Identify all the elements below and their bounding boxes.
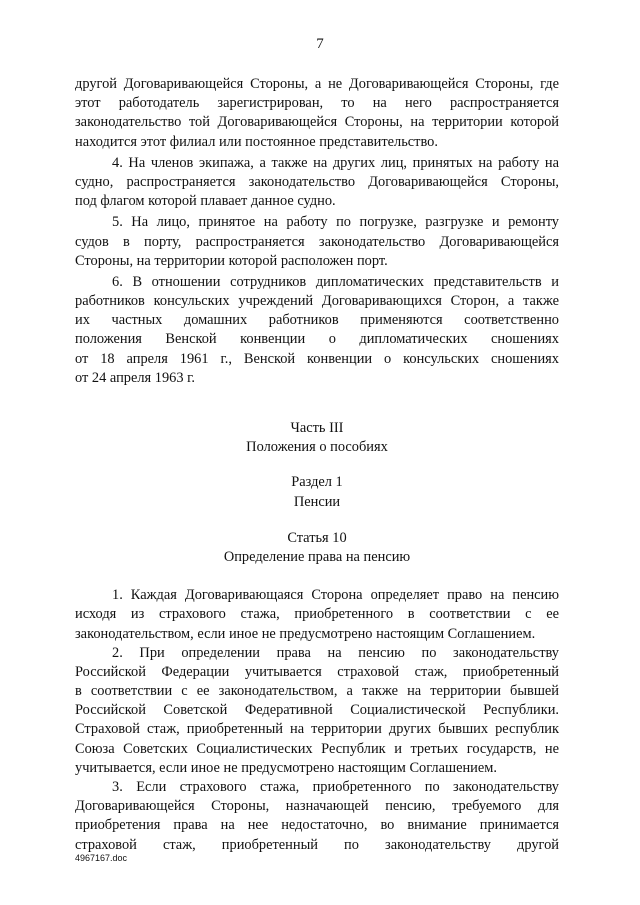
article-10-paragraph-3 bbox=[75, 778, 559, 855]
article-title: Статья 10 bbox=[287, 529, 347, 546]
text-line: Российской Советской Федеративной Социалистической Республики. bbox=[75, 702, 559, 719]
text-line: Российской Федерации учитывается страховой стаж, приобретенный bbox=[75, 663, 559, 680]
section-subtitle: Пенсии bbox=[293, 493, 341, 510]
text-line: работников консульских учреждений Договаривающихся Сторон, а также bbox=[75, 293, 559, 310]
text-line: Страховой стаж, приобретенный на территории других бывших республик bbox=[75, 721, 559, 738]
text-line: 5. На лицо, принятое на работу по погрузке, разгрузке и ремонту bbox=[112, 214, 559, 231]
text-line: в соответствии с ее законодательством, а также на территории бывшей bbox=[75, 683, 559, 700]
text-line: 1. Каждая Договаривающаяся Сторона определяет право на пенсию bbox=[112, 587, 559, 604]
text-line: 3. Если страхового стажа, приобретенного по законодательству bbox=[112, 779, 559, 795]
text-line: находится этот филиал или постоянное представительство. bbox=[75, 133, 438, 150]
text-line: законодательство той Договаривающейся Стороны, на территории которой bbox=[75, 114, 559, 131]
paragraph-6 bbox=[75, 273, 559, 388]
article-10-paragraph-1 bbox=[75, 586, 559, 644]
text-line: 4. На членов экипажа, а также на других лиц, принятых на работу на bbox=[112, 154, 559, 171]
text-line: судно, распространяется законодательство Договаривающейся Стороны, bbox=[75, 173, 559, 190]
paragraph-continuation bbox=[75, 75, 559, 152]
text-line: 6. В отношении сотрудников дипломатических представительств и bbox=[112, 273, 559, 290]
article-subtitle: Определение права на пенсию bbox=[223, 548, 411, 565]
document-file-id: 4967167.doc bbox=[75, 853, 128, 863]
part-heading bbox=[75, 419, 559, 457]
text-line: законодательством, если иное не предусмотрено настоящим Соглашением. bbox=[75, 625, 536, 642]
text-line: от 24 апреля 1963 г. bbox=[75, 369, 196, 386]
body-text bbox=[75, 75, 559, 855]
article-10-paragraph-2 bbox=[75, 644, 559, 778]
text-line: их частных домашних работников применяются соответственно bbox=[75, 312, 559, 329]
part-subtitle: Положения о пособиях bbox=[246, 439, 388, 456]
text-line: исходя из страхового стажа, приобретенного в соответствии с ее bbox=[75, 606, 559, 623]
section-heading bbox=[75, 473, 559, 511]
text-line: этот работодатель зарегистрирован, то на него распространяется bbox=[75, 95, 559, 112]
text-line: страховой стаж, приобретенный по законодательству другой bbox=[75, 836, 559, 853]
text-line: другой Договаривающейся Стороны, а не Договаривающейся Стороны, где bbox=[75, 76, 559, 92]
paragraph-4 bbox=[75, 154, 559, 212]
text-line: судов в порту, распространяется законодательство Договаривающейся bbox=[75, 233, 559, 250]
text-line: Договаривающейся Стороны, назначающей пенсию, требуемого для bbox=[75, 798, 559, 815]
text-line: 2. При определении права на пенсию по законодательству bbox=[112, 644, 559, 661]
text-line: под флагом которой плавает данное судно. bbox=[75, 193, 336, 210]
article-heading bbox=[75, 529, 559, 567]
text-line: приобретения права на нее недостаточно, во внимание принимается bbox=[75, 817, 559, 834]
text-line: учитывается, если иное не предусмотрено настоящим Соглашением. bbox=[75, 759, 497, 776]
text-line: Союза Советских Социалистических Республик и третьих государств, не bbox=[75, 740, 559, 757]
text-line: положения Венской конвенции о дипломатических сношениях bbox=[75, 331, 559, 348]
page-number: 7 bbox=[316, 36, 324, 52]
text-line: от 18 апреля 1961 г., Венской конвенции о консульских сношениях bbox=[75, 350, 559, 367]
part-title: Часть III bbox=[290, 420, 344, 436]
section-title: Раздел 1 bbox=[291, 474, 343, 491]
text-line: Стороны, на территории которой расположен порт. bbox=[75, 252, 388, 269]
paragraph-5 bbox=[75, 213, 559, 271]
